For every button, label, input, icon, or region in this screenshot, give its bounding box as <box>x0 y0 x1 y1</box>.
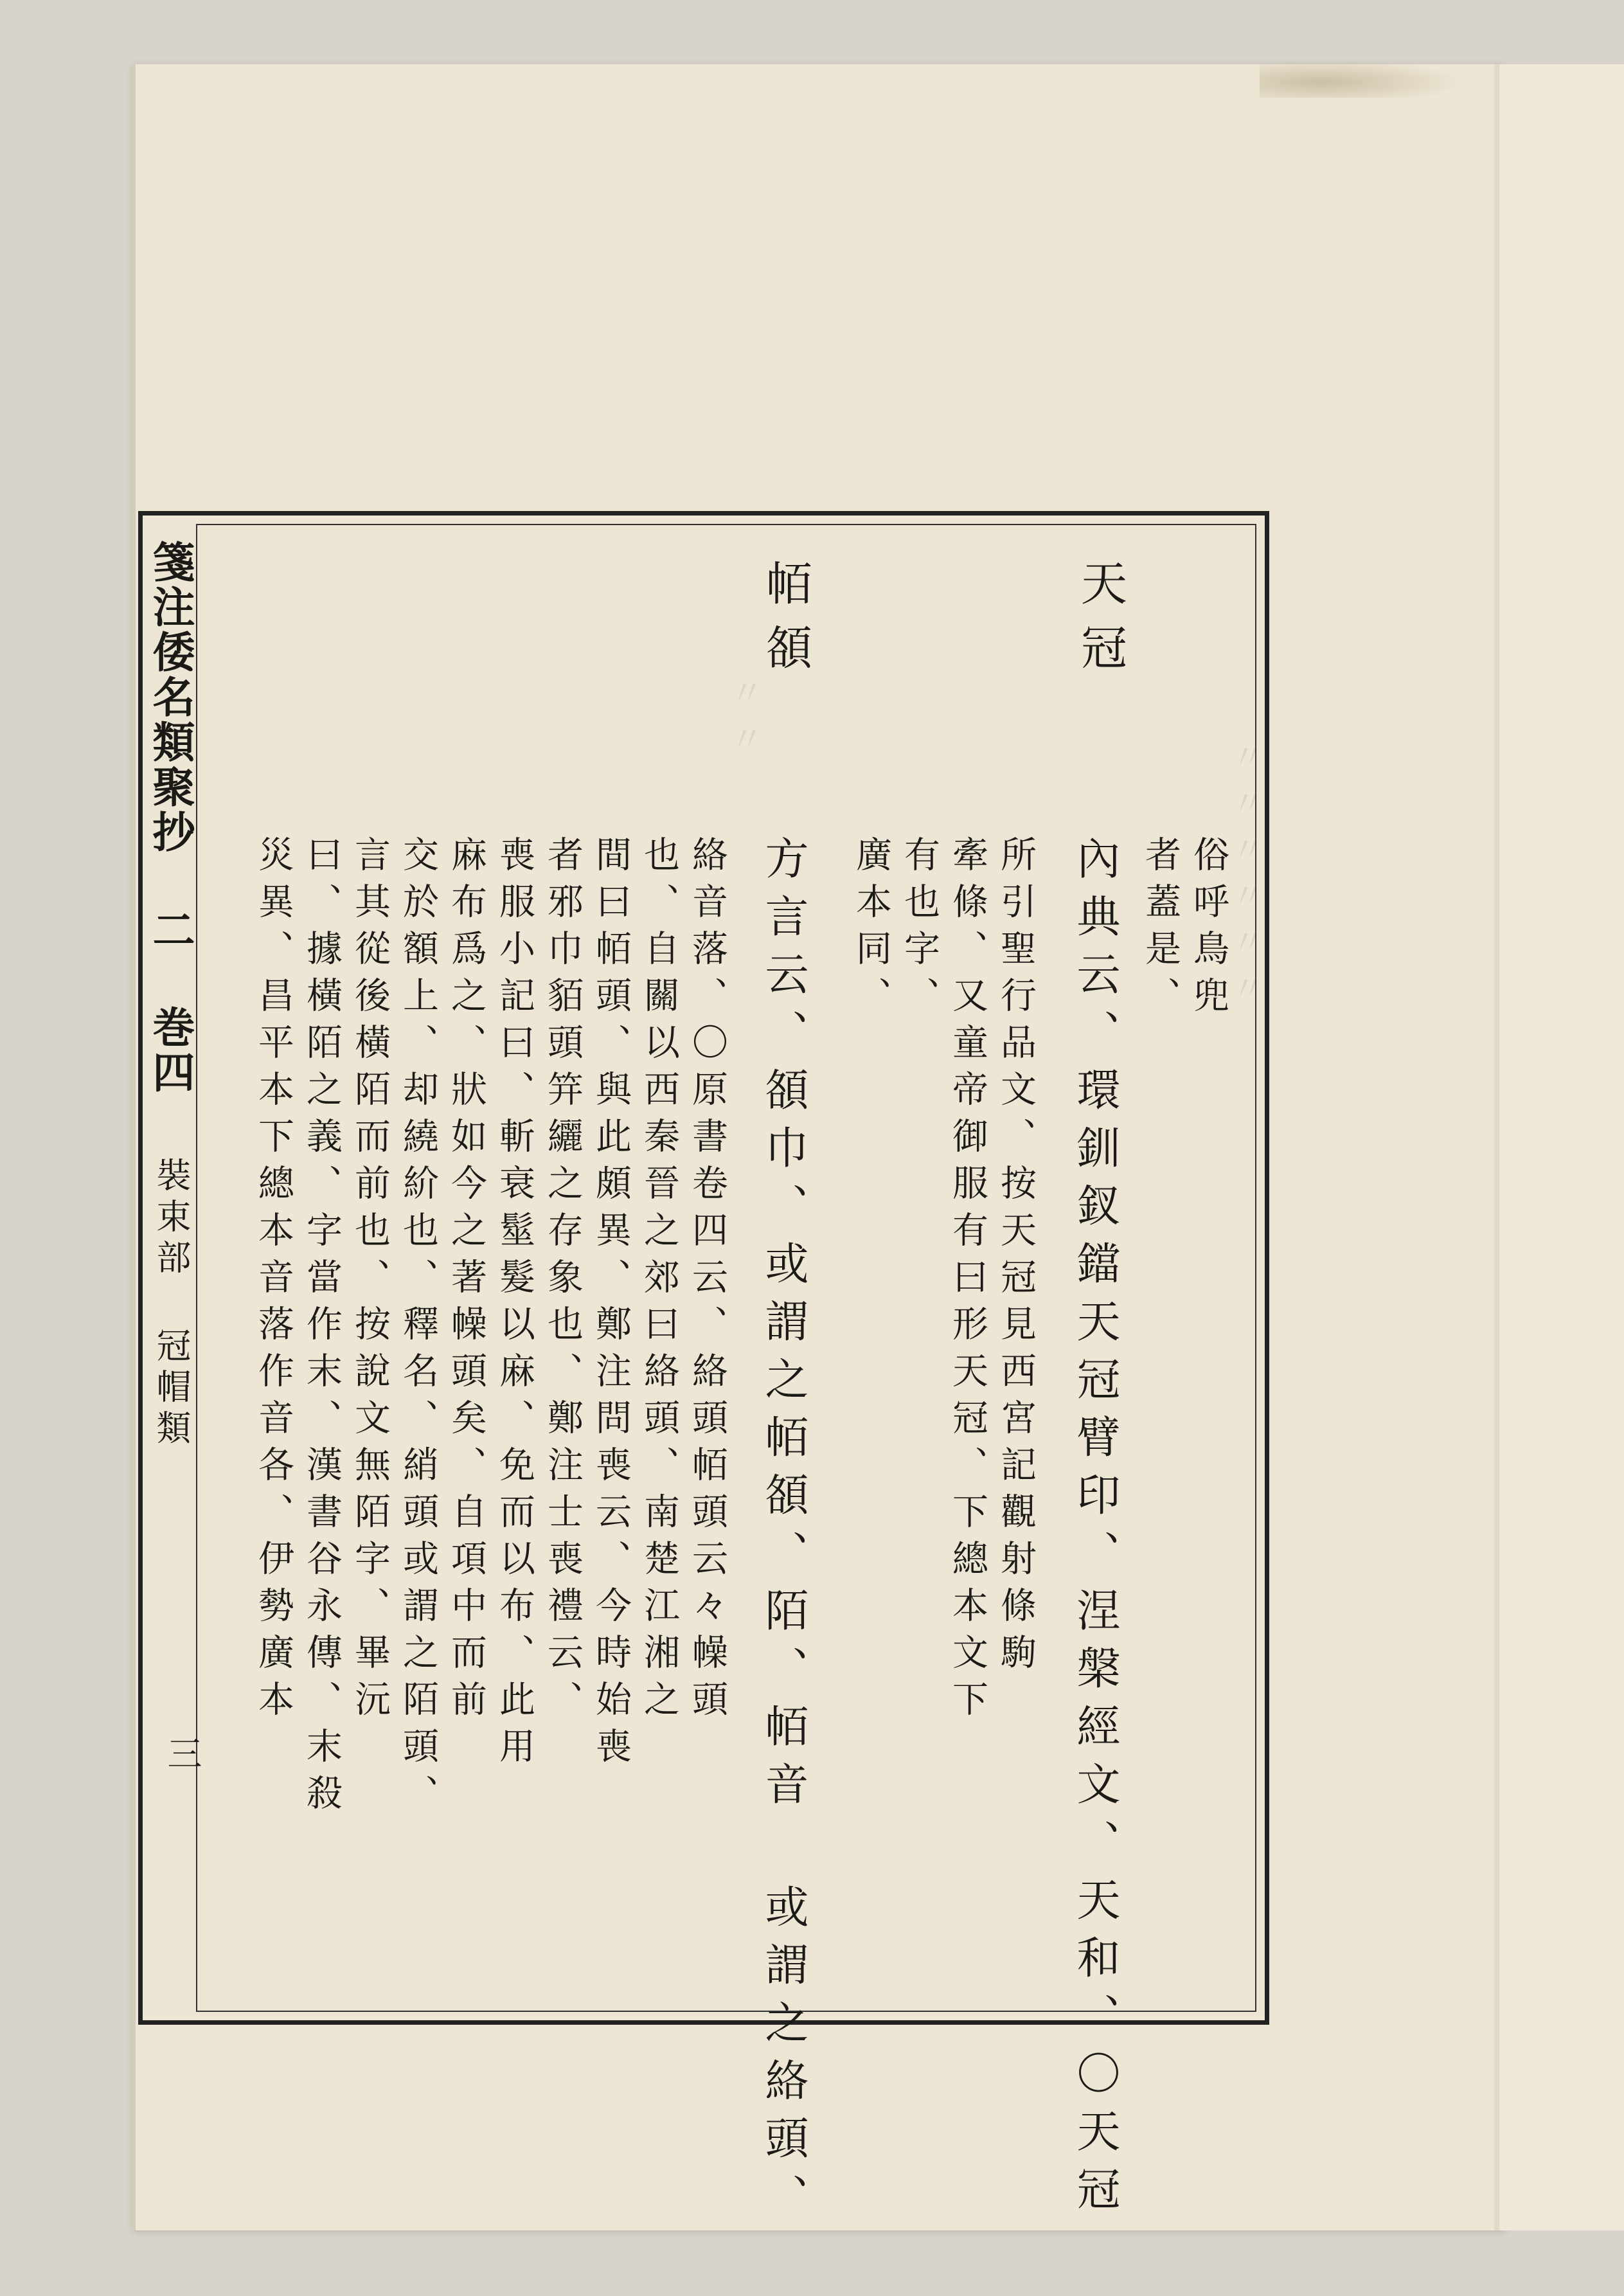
note-line: 廣本同、 <box>850 836 892 1023</box>
book-title: 箋注倭名類聚抄 二 巻四 <box>145 540 195 1095</box>
note-line: 喪服小記曰、斬衰髽髮以麻、免而以布、此用 <box>494 836 535 1774</box>
note-line: 俗呼鳥兜 <box>1188 836 1229 1023</box>
note-line: 間曰帞頭、與此頗異、鄭注問喪云、今時始喪 <box>590 836 632 1774</box>
next-page-edge <box>1494 64 1624 2230</box>
note-line: 交於額上、却繞紒也、釋名、綃頭或謂之陌頭、 <box>397 836 439 1821</box>
entry-main-text: 方言云、頟巾、或謂之帞頟、陌、帞音 或謂之絡頭、 <box>758 836 808 2231</box>
bleed-through: 〃〃〃〃〃〃 <box>1226 739 1264 1017</box>
note-line: 也、自關以西秦晉之郊曰絡頭、南楚江湘之 <box>638 836 680 1727</box>
entry-main-text: 內典云、環釧釵鐺天冠臂印、涅槃經文、天和、〇天冠 <box>1069 836 1120 2224</box>
note-line: 麻布爲之、狀如今之著幧頭矣、自項中而前 <box>445 836 487 1727</box>
page-number: 三 <box>162 1735 202 1770</box>
note-line: 災異、昌平本下總本音落作音各、伊勢廣本 <box>253 836 294 1727</box>
note-line: 絡音落、〇原書卷四云、絡頭帞頭云々幧頭 <box>686 836 728 1727</box>
entry-heading: 天冠 <box>1073 559 1127 688</box>
note-line: 曰、據橫陌之義、字當作末、漢書谷永傳、末殺 <box>301 836 343 1821</box>
note-line: 牽條、又童帝御服有曰形天冠、下總本文下 <box>947 836 988 1727</box>
section-title: 裝束部 冠帽類 <box>151 1157 192 1451</box>
note-line: 有也字、 <box>898 836 940 1023</box>
note-line: 者蓋是、 <box>1139 836 1181 1023</box>
note-line: 所引聖行品文、按天冠見西宮記觀射條駒 <box>995 836 1037 1680</box>
entry-heading: 帞頟 <box>758 559 812 688</box>
note-line: 言其從後橫陌而前也、按說文無陌字、畢沅 <box>349 836 391 1727</box>
bleed-through: 〃〃 <box>724 675 763 767</box>
torn-corner <box>1260 59 1465 98</box>
note-line: 者邪巾貊頭笄纚之存象也、鄭注士喪禮云、 <box>542 836 584 1727</box>
